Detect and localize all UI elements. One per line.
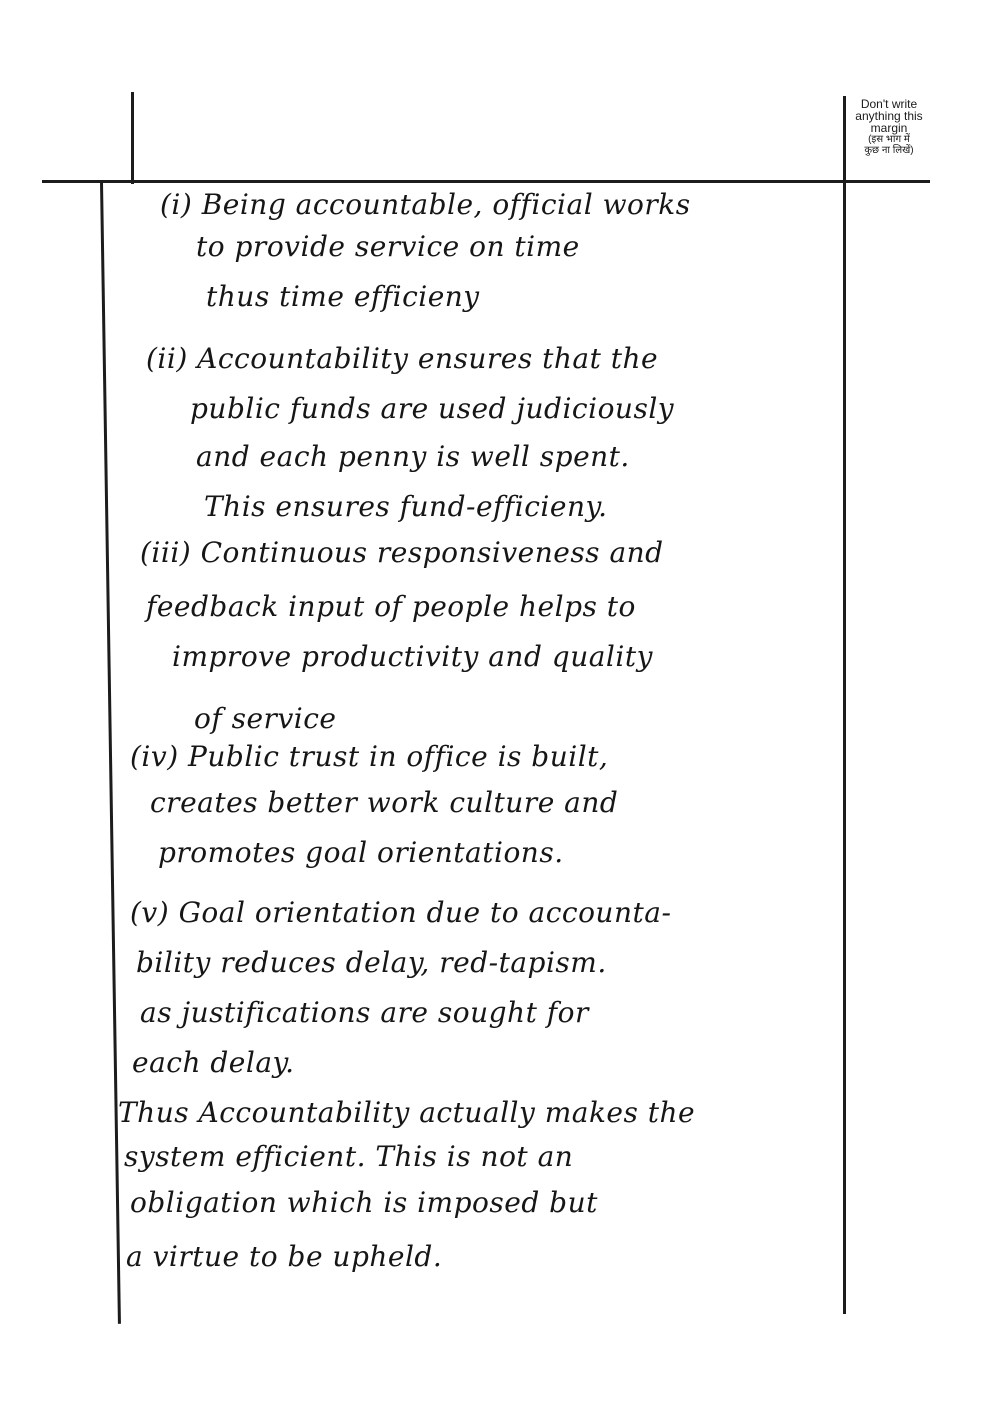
right-margin-rule xyxy=(843,96,846,1314)
answer-line: thus time efficieny xyxy=(206,280,480,313)
margin-instruction-line-2: anything this xyxy=(855,109,923,123)
margin-instruction-hindi-2: कुछ ना लिखें) xyxy=(864,145,914,156)
answer-line: and each penny is well spent. xyxy=(196,440,630,473)
left-margin-rule xyxy=(100,182,121,1324)
answer-line: each delay. xyxy=(132,1046,295,1079)
answer-line: (ii) Accountability ensures that the xyxy=(146,342,659,375)
top-header-rule xyxy=(42,180,930,183)
answer-line: creates better work culture and xyxy=(150,786,619,819)
answer-line: system efficient. This is not an xyxy=(124,1140,574,1173)
answer-line: as justifications are sought for xyxy=(140,996,589,1029)
answer-line: (iii) Continuous responsiveness and xyxy=(140,536,664,569)
margin-instruction-hindi-1: (इस भाग में xyxy=(868,134,910,145)
answer-line: This ensures fund-efficieny. xyxy=(204,490,608,523)
answer-line: obligation which is imposed but xyxy=(130,1186,598,1219)
margin-instruction xyxy=(845,98,933,156)
answer-line: of service xyxy=(194,702,337,735)
answer-line: bility reduces delay, red-tapism. xyxy=(136,946,607,979)
answer-line: (v) Goal orientation due to accounta- xyxy=(130,896,672,929)
answer-line: promotes goal orientations. xyxy=(158,836,564,869)
answer-line: feedback input of people helps to xyxy=(146,590,636,623)
answer-line: to provide service on time xyxy=(196,230,580,263)
answer-line: (i) Being accountable, official works xyxy=(160,188,691,221)
answer-line: public funds are used judiciously xyxy=(190,392,675,425)
answer-line: Thus Accountability actually makes the xyxy=(118,1096,696,1129)
answer-line: a virtue to be upheld. xyxy=(126,1240,443,1273)
margin-instruction-line-3: margin xyxy=(870,121,908,135)
margin-instruction-line-1: Don't write xyxy=(860,97,918,111)
answer-line: improve productivity and quality xyxy=(172,640,653,673)
answer-line: (iv) Public trust in office is built, xyxy=(130,740,609,773)
left-margin-rule-top xyxy=(131,92,134,184)
